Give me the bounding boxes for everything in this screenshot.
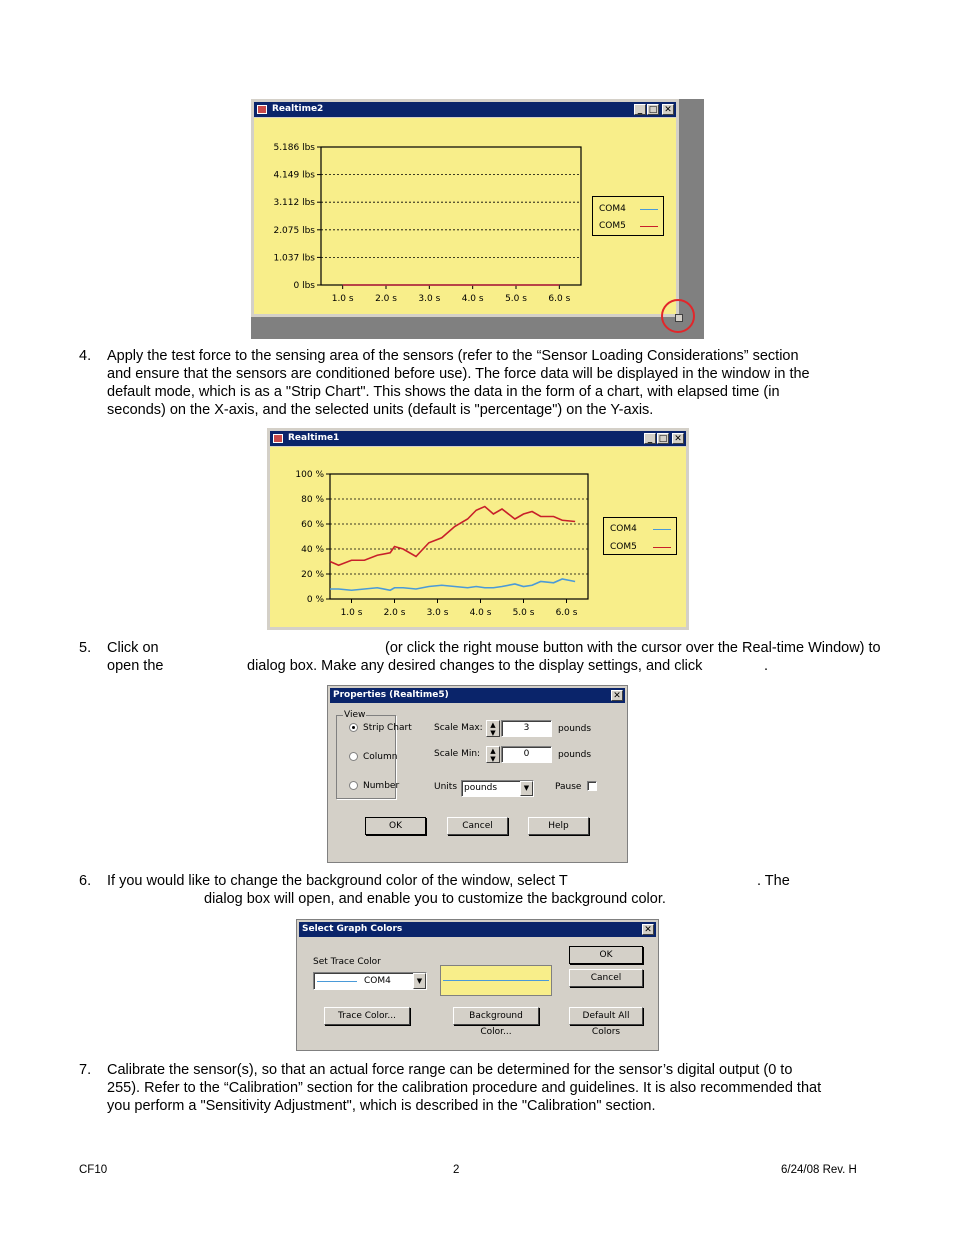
realtime1-window — [267, 428, 689, 630]
y-tick-label: 4.149 lbs — [273, 170, 315, 181]
plot-frame — [321, 147, 581, 285]
view-group-label: View — [344, 710, 366, 720]
step-text-line: Calibrate the sensor(s), so that an actual force range can be determined for the sensor’s digital output (0 to — [107, 1062, 793, 1078]
y-tick-label: 100 % — [295, 470, 324, 480]
pause-checkbox[interactable] — [587, 781, 597, 791]
x-tick-label: 4.0 s — [469, 608, 492, 618]
step-text-line: dialog box will open, and enable you to customize the background color. — [204, 891, 666, 907]
legend-item-label: COM4 — [610, 524, 637, 534]
chevron-down-icon[interactable]: ▼ — [520, 781, 533, 796]
scale-min-label: Scale Min: — [434, 749, 481, 759]
x-tick-label: 3.0 s — [418, 294, 441, 304]
units-select[interactable] — [461, 780, 534, 797]
scale-max-label: Scale Max: — [434, 723, 483, 733]
legend-swatch — [640, 226, 658, 227]
cancel-button-label: Cancel — [590, 973, 622, 983]
footer-left: CF10 — [79, 1164, 108, 1176]
close-icon[interactable]: ✕ — [672, 433, 684, 444]
y-tick-label: 80 % — [301, 495, 324, 505]
dialog-title: Select Graph Colors — [302, 924, 403, 934]
realtime1-plot-area — [270, 447, 686, 627]
default-colors-button-label: Default All Colors — [582, 1011, 630, 1037]
close-icon[interactable]: ✕ — [642, 924, 654, 935]
cancel-button-label: Cancel — [462, 821, 493, 831]
footer-page-number: 2 — [453, 1164, 460, 1176]
background-color-button[interactable] — [453, 1007, 539, 1037]
maximize-icon[interactable]: □ — [648, 105, 658, 115]
step-number: 7. — [79, 1062, 92, 1078]
x-tick-label: 3.0 s — [426, 608, 449, 618]
y-tick-label: 2.075 lbs — [273, 225, 315, 236]
app-icon — [273, 434, 283, 443]
y-tick-label: 5.186 lbs — [273, 143, 315, 153]
x-tick-label: 2.0 s — [375, 294, 397, 304]
x-tick-label: 5.0 s — [512, 608, 535, 618]
scale-min-input[interactable] — [501, 746, 552, 763]
y-tick-label: 0 % — [306, 595, 324, 605]
graph-colors-dialog — [296, 919, 659, 1051]
units-label: Units — [434, 782, 458, 792]
step-text-line: open the — [107, 658, 164, 674]
x-tick-label: 4.0 s — [461, 294, 484, 304]
default-colors-button[interactable] — [569, 1007, 643, 1037]
scale-max-unit: pounds — [558, 724, 592, 734]
realtime1-titlebar — [270, 431, 686, 446]
step-text-line: dialog box. Make any desired changes to the display settings, and click — [247, 658, 703, 674]
step-text-line: default mode, which is as a "Strip Chart". This shows the data in the form of a chart, with elapsed time (in — [107, 384, 780, 400]
strip-chart-radio[interactable] — [349, 723, 358, 732]
help-button[interactable] — [528, 817, 589, 835]
realtime2-plot-area — [254, 118, 676, 314]
graph-colors-titlebar — [299, 922, 656, 937]
cancel-button[interactable] — [447, 817, 508, 835]
step-text-line: and ensure that the sensors are conditioned before use). The force data will be displayed in the window in the — [107, 366, 810, 382]
scale-max-input[interactable] — [501, 720, 552, 737]
column-radio[interactable] — [349, 752, 358, 761]
minimize-icon[interactable]: _ — [644, 433, 656, 444]
realtime2-screenshot — [251, 99, 704, 339]
window-title: Realtime1 — [288, 433, 340, 443]
x-tick-label: 1.0 s — [331, 294, 354, 304]
step-text-line: seconds) on the X-axis, and the selected units (default is "percentage") on the Y-axis. — [107, 402, 654, 418]
realtime2-titlebar — [254, 102, 676, 117]
app-icon — [257, 105, 267, 114]
legend-swatch — [653, 547, 671, 548]
legend-swatch — [653, 529, 671, 530]
help-button-label: Help — [548, 821, 569, 831]
ok-button-label: OK — [599, 950, 613, 960]
properties-dialog — [327, 685, 628, 863]
minimize-icon[interactable]: _ — [634, 104, 646, 115]
set-trace-color-label: Set Trace Color — [313, 957, 381, 967]
scale-max-spinner[interactable]: ▲ ▼ — [486, 720, 500, 737]
trace-value: COM4 — [364, 976, 391, 986]
highlight-circle — [661, 299, 695, 333]
plot-frame — [330, 474, 588, 599]
column-label: Column — [363, 752, 398, 762]
step-text-line: you perform a "Sensitivity Adjustment", which is described in the "Calibration" section. — [107, 1098, 656, 1114]
y-tick-label: 0 lbs — [293, 281, 315, 291]
legend-item-label: COM5 — [610, 542, 637, 552]
step-text-line: . The — [757, 873, 790, 889]
dialog-title: Properties (Realtime5) — [333, 690, 449, 700]
scale-min-spinner[interactable]: ▲ ▼ — [486, 746, 500, 763]
y-tick-label: 60 % — [301, 520, 324, 530]
step-text-line: If you would like to change the background color of the window, select T — [107, 873, 568, 889]
trace-line-swatch — [317, 981, 357, 982]
y-tick-label: 40 % — [301, 545, 324, 555]
window-title: Realtime2 — [272, 104, 324, 114]
step-text-line: 255). Refer to the “Calibration” section for the calibration procedure and guidelines. It is also recommended that — [107, 1080, 822, 1096]
series-line-com4 — [330, 579, 575, 590]
close-icon[interactable]: ✕ — [611, 690, 623, 701]
preview-trace-line — [443, 980, 549, 981]
scale-min-value: 0 — [523, 749, 530, 759]
number-label: Number — [363, 781, 400, 791]
realtime2-legend — [592, 196, 664, 236]
step-text-line: Click on — [107, 640, 159, 656]
background-color-button-label: Background Color... — [469, 1011, 523, 1037]
step-text-line: . — [764, 658, 769, 674]
strip-chart-label: Strip Chart — [363, 723, 412, 733]
scale-max-value: 3 — [523, 723, 530, 733]
x-tick-label: 2.0 s — [383, 608, 406, 618]
series-line-com5 — [330, 507, 575, 566]
ok-button[interactable] — [569, 946, 643, 964]
trace-select[interactable] — [313, 972, 427, 990]
step-text-line: (or click the right mouse button with the cursor over the Real-time Window) to — [385, 640, 881, 656]
footer-right: 6/24/08 Rev. H — [781, 1164, 857, 1176]
close-icon[interactable]: ✕ — [662, 104, 674, 115]
realtime1-legend — [603, 517, 677, 555]
y-tick-label: 20 % — [301, 570, 324, 580]
legend-swatch — [640, 209, 658, 210]
ok-button-label: OK — [389, 821, 402, 831]
scale-min-unit: pounds — [558, 750, 592, 760]
legend-item-label: COM5 — [599, 221, 626, 231]
chevron-down-icon[interactable]: ▼ — [413, 973, 426, 989]
x-tick-label: 1.0 s — [340, 608, 363, 618]
y-tick-label: 3.112 lbs — [273, 198, 315, 209]
step-number: 4. — [79, 348, 92, 364]
trace-color-button[interactable] — [324, 1007, 410, 1025]
y-tick-label: 1.037 lbs — [273, 253, 315, 264]
x-tick-label: 6.0 s — [548, 294, 571, 304]
color-preview — [440, 965, 552, 996]
ok-button[interactable] — [365, 817, 426, 835]
maximize-icon[interactable]: □ — [658, 434, 668, 444]
step-number: 6. — [79, 873, 92, 889]
step-4 — [79, 347, 899, 419]
step-7 — [79, 1061, 899, 1115]
properties-titlebar — [330, 688, 625, 703]
x-tick-label: 6.0 s — [555, 608, 578, 618]
legend-item-label: COM4 — [599, 204, 626, 214]
x-tick-label: 5.0 s — [505, 294, 527, 304]
step-number: 5. — [79, 640, 92, 656]
units-value: pounds — [464, 783, 498, 793]
trace-color-button-label: Trace Color... — [338, 1011, 396, 1021]
realtime2-window — [251, 99, 679, 317]
pause-label: Pause — [555, 782, 582, 792]
number-radio[interactable] — [349, 781, 358, 790]
step-text-line: Apply the test force to the sensing area of the sensors (refer to the “Sensor Loading Considerations” section — [107, 348, 799, 364]
cancel-button[interactable] — [569, 969, 643, 987]
